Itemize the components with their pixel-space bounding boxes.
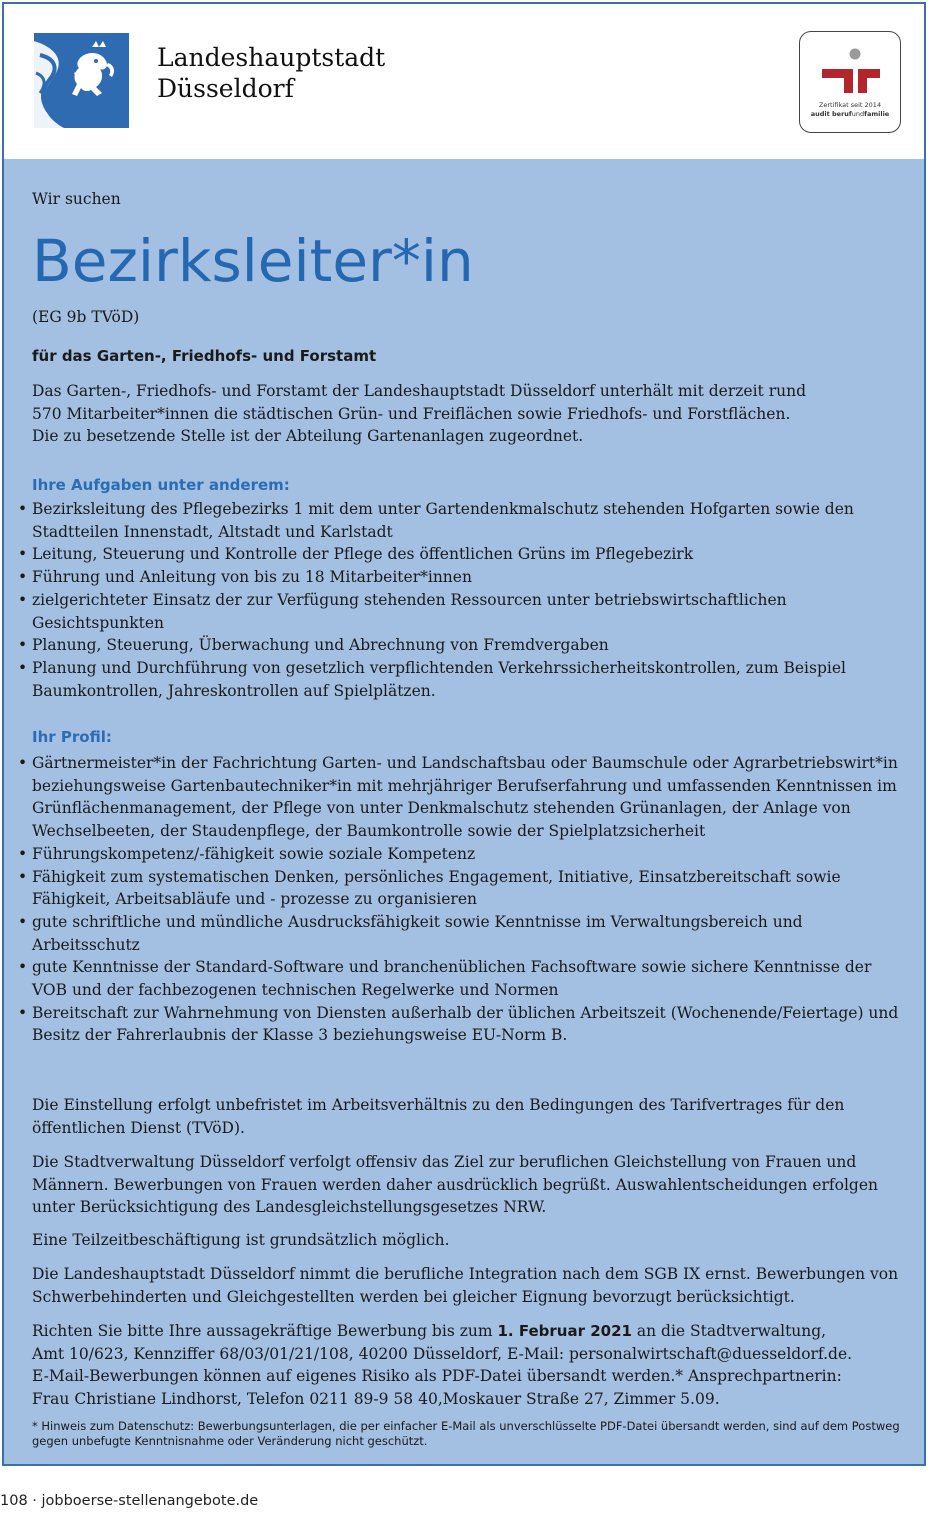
list-item: • Führungskompetenz/-fähigkeit sowie soziale Kompetenz xyxy=(18,843,908,866)
part-time-paragraph: Eine Teilzeitbeschäftigung ist grundsätzlich möglich. xyxy=(32,1231,450,1249)
profile-list xyxy=(18,752,908,1047)
list-item: • Fähigkeit zum systematischen Denken, persönliches Engagement, Initiative, Einsatzbereitschaft sowie Fähigkeit, Arbeitsabläufe und - prozesse zu organisieren xyxy=(18,866,908,911)
list-item: • Gärtnermeister*in der Fachrichtung Garten- und Landschaftsbau oder Baumschule oder Agrarbetriebswirt*in beziehungsweise Gartenbautechniker*in mit mehrjähriger Berufserfahrung und umfassenden Kenntnissen im Grünflächenmanagement, der Pflege von unter Denkmalschutz stehenden Grünanlagen, der Anlage von Wechselbeeten, der Staudenpflege, der Baumkontrolle sowie der Spielplatzsicherheit xyxy=(18,752,908,843)
list-item: • gute schriftliche und mündliche Ausdrucksfähigkeit sowie Kenntnisse im Verwaltungsbereich und Arbeitsschutz xyxy=(18,911,908,956)
list-item: • Planung und Durchführung von gesetzlich verpflichtenden Verkehrssicherheitskontrollen, zum Beispiel Baumkontrollen, Jahreskontrollen auf Spielplätzen. xyxy=(18,657,908,702)
lion-crest-icon xyxy=(34,33,129,128)
application-paragraph: Richten Sie bitte Ihre aussagekräftige Bewerbung bis zum 1. Februar 2021 an die Stadtverwaltung, Amt 10/623, Kennziffer 68/03/01/21/108, 40200 Düsseldorf, E-Mail: personalwirtschaft@duesseldorf.de. E-Mail-Bewerbungen können auf eigenes Risiko als PDF-Datei übersandt werden.* Ansprechpartnerin: Frau Christiane Lindhorst, Telefon 0211 89-9 58 40,Moskauer Straße 27, Zimmer 5.09. xyxy=(32,1320,922,1411)
badge-certificate-text: Zertifikat seit 2014 xyxy=(818,101,882,109)
list-item: • Bereitschaft zur Wahrnehmung von Diensten außerhalb der üblichen Arbeitszeit (Wochenende/Feiertage) und Besitz der Fahrerlaubnis der Klasse 3 beziehungsweise EU-Norm B. xyxy=(18,1002,908,1047)
privacy-note: * Hinweis zum Datenschutz: Bewerbungsunterlagen, die per einfacher E-Mail als unverschlüsselte PDF-Datei übersandt werden, sind auf dem Postweg gegen unbefugte Kenntnisnahme oder Veränderung nicht geschützt. xyxy=(32,1419,900,1448)
tasks-heading: Ihre Aufgaben unter anderem: xyxy=(32,476,290,494)
department-heading: für das Garten-, Friedhofs- und Forstamt xyxy=(32,347,377,365)
organization-name xyxy=(157,42,385,104)
profile-heading: Ihr Profil: xyxy=(32,728,112,746)
tasks-list xyxy=(18,498,908,702)
page-footer: 108 · jobboerse-stellenangebote.de xyxy=(0,1493,259,1509)
list-item: • Führung und Anleitung von bis zu 18 Mitarbeiter*innen xyxy=(18,566,908,589)
job-title: Bezirksleiter*in xyxy=(32,227,474,295)
list-item: • Planung, Steuerung, Überwachung und Abrechnung von Fremdvergaben xyxy=(18,634,908,657)
integration-paragraph: Die Landeshauptstadt Düsseldorf nimmt die berufliche Integration nach dem SGB IX ernst. Bewerbungen von Schwerbehinderten und Gleichgestellten werden bei gleicher Eignung bevorzugt berücksichtigt. xyxy=(32,1265,899,1306)
list-item: • Bezirksleitung des Pflegebezirks 1 mit dem unter Gartendenkmalschutz stehenden Hofgarten sowie den Stadtteilen Innenstadt, Altstadt und Karlstadt xyxy=(18,498,908,543)
org-name-line2: Düsseldorf xyxy=(157,74,294,103)
list-item: • zielgerichteter Einsatz der zur Verfügung stehenden Ressourcen unter betriebswirtschaftlichen Gesichtspunkten xyxy=(18,589,908,634)
badge-audit-text: audit berufundfamilie xyxy=(810,110,890,118)
intro-paragraph: Das Garten-, Friedhofs- und Forstamt der Landeshauptstadt Düsseldorf unterhält mit derzeit rund 570 Mitarbeiter*innen die städtischen Grün- und Freiflächen sowie Friedhofs- und Forstflächen. Die zu besetzende Stelle ist der Abteilung Gartenanlagen zugeordnet. xyxy=(32,382,806,446)
we-seek-label: Wir suchen xyxy=(32,190,121,208)
contact-person: Frau Christiane Lindhorst, Telefon 0211 89-9 58 40,Moskauer Straße 27, Zimmer 5.09. xyxy=(32,1390,720,1409)
ad-header xyxy=(4,4,924,159)
pay-grade: (EG 9b TVöD) xyxy=(32,308,140,326)
berufundfamilie-logo-icon xyxy=(800,32,902,102)
list-item: • gute Kenntnisse der Standard-Software und branchenüblichen Fachsoftware sowie sichere Kenntnisse der VOB und der fachbezogenen technischen Regelwerke und Normen xyxy=(18,956,908,1001)
application-deadline: 1. Februar 2021 xyxy=(497,1322,632,1340)
equality-paragraph: Die Stadtverwaltung Düsseldorf verfolgt offensiv das Ziel zur beruflichen Gleichstellung von Frauen und Männern. Bewerbungen von Frauen werden daher ausdrücklich begrüßt. Auswahlentscheidungen erfolgen unter Berücksichtigung des Landesgleichstellungsgesetzes NRW. xyxy=(32,1153,878,1217)
application-address[interactable]: Amt 10/623, Kennziffer 68/03/01/21/108, 40200 Düsseldorf, E-Mail: personalwirtschaft@duesseldorf.de. xyxy=(32,1344,853,1363)
org-name-line1: Landeshauptstadt xyxy=(157,43,386,72)
city-logo xyxy=(34,33,129,128)
job-advertisement xyxy=(2,2,926,1466)
audit-certificate-badge xyxy=(799,31,901,133)
list-item: • Leitung, Steuerung und Kontrolle der Pflege des öffentlichen Grüns im Pflegebezirk xyxy=(18,543,908,566)
employment-terms-paragraph: Die Einstellung erfolgt unbefristet im Arbeitsverhältnis zu den Bedingungen des Tarifvertrages für den öffentlichen Dienst (TVöD). xyxy=(32,1096,845,1137)
